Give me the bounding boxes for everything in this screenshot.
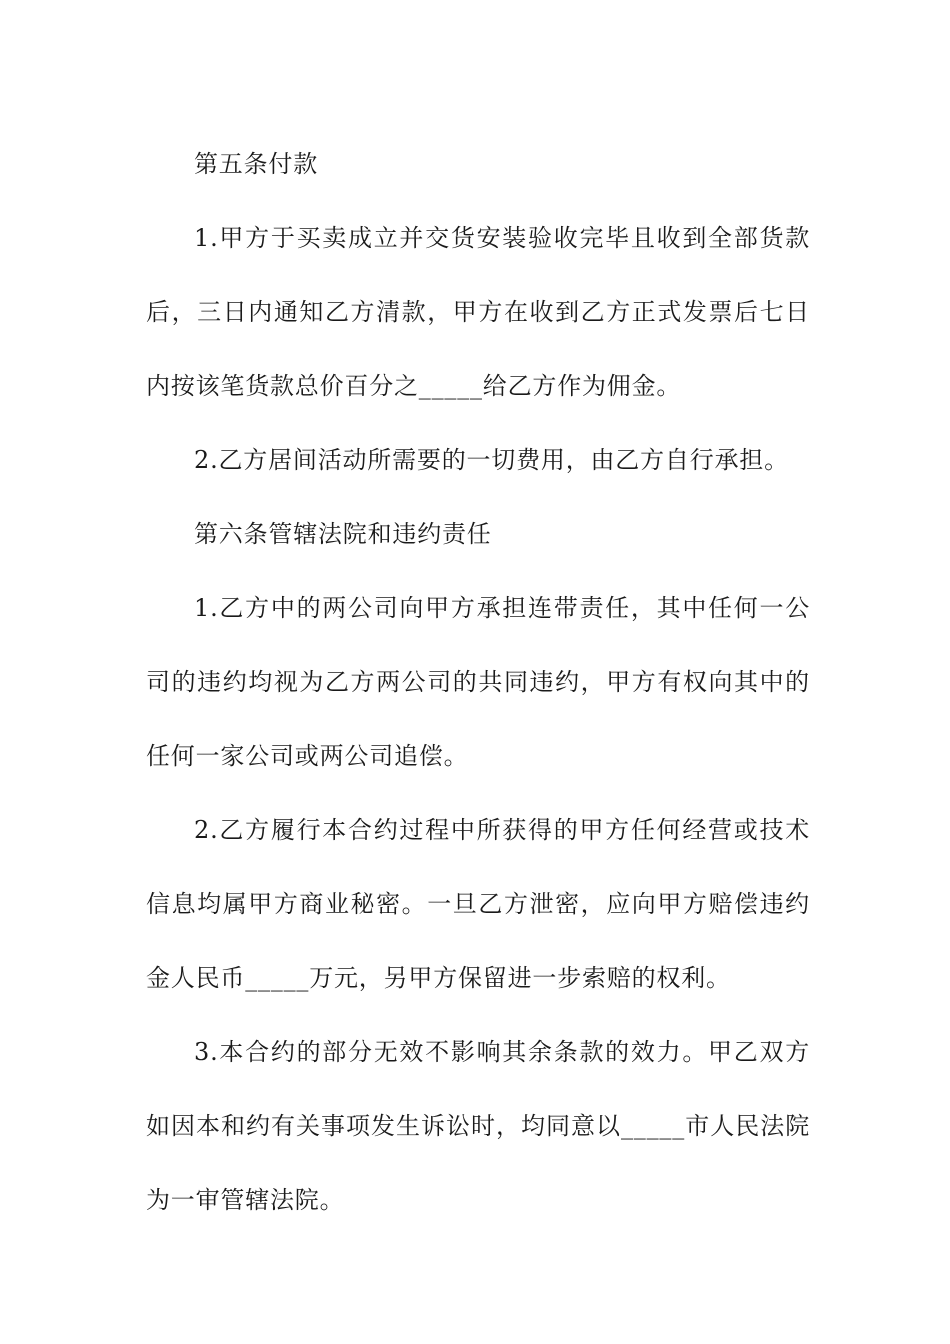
document-body: [146, 127, 810, 1237]
clause-5-2: 2.乙方居间活动所需要的一切费用，由乙方自行承担。: [194, 446, 789, 474]
section-heading-article-6: 第六条管辖法院和违约责任: [194, 520, 492, 548]
clause-6-1: 1.乙方中的两公司向甲方承担连带责任，其中任何一公司的违约均视为乙方两公司的共同违约，甲方有权向其中的任何一家公司或两公司追偿。: [146, 594, 810, 770]
clause-6-3: 3.本合约的部分无效不影响其余条款的效力。甲乙双方如因本和约有关事项发生诉讼时，均同意以_____市人民法院为一审管辖法院。: [146, 1038, 810, 1214]
clause-5-1: 1.甲方于买卖成立并交货安装验收完毕且收到全部货款后，三日内通知乙方清款，甲方在收到乙方正式发票后七日内按该笔货款总价百分之_____给乙方作为佣金。: [146, 224, 810, 400]
clause-6-2: 2.乙方履行本合约过程中所获得的甲方任何经营或技术信息均属甲方商业秘密。一旦乙方泄密，应向甲方赔偿违约金人民币_____万元，另甲方保留进一步索赔的权利。: [146, 816, 810, 992]
section-heading-article-5: 第五条付款: [194, 150, 318, 178]
